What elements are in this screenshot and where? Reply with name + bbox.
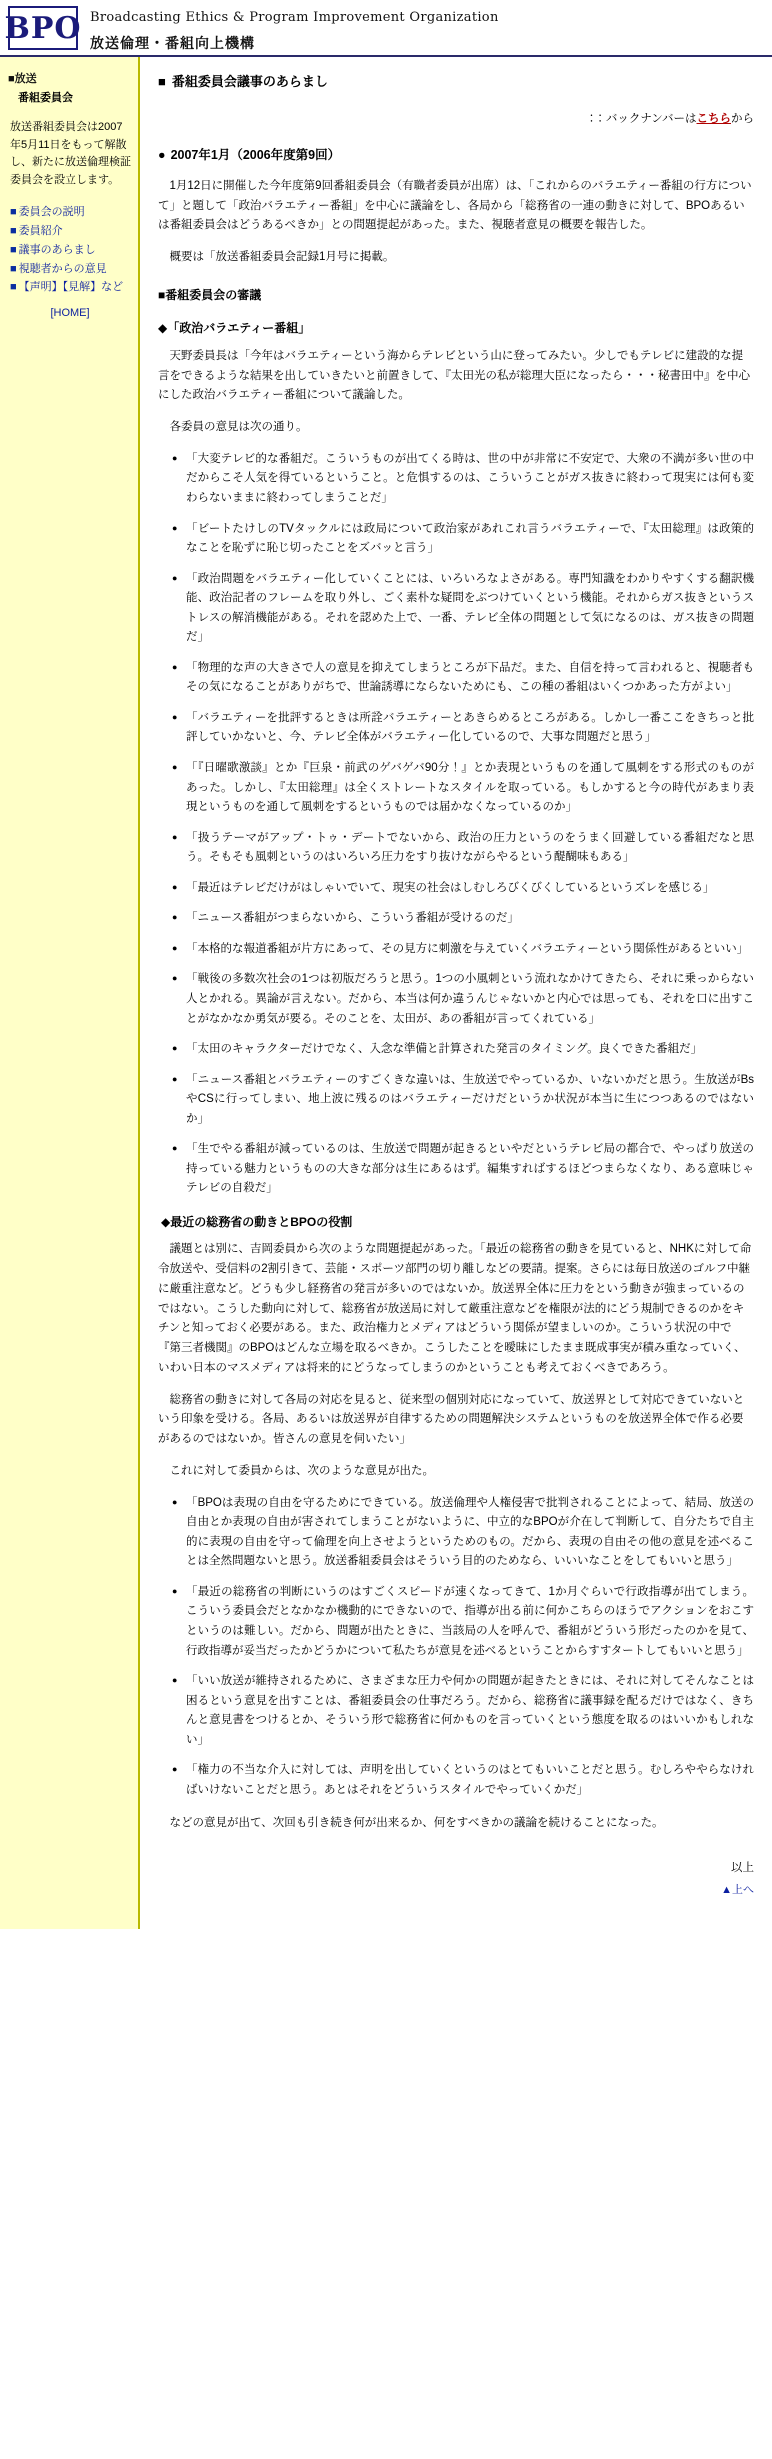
list-item: ● 「権力の不当な介入に対しては、声明を出していくというのはとてもいいことだと思う。むしろややらなければいけないことだと思う。あとはそれをどういうスタイルでやっていくかだ」 (172, 1761, 754, 1800)
bullet-icon: ■ (10, 225, 17, 238)
backnumber-line (158, 110, 754, 129)
bullet-icon: ■ (10, 262, 17, 275)
sidebar-item-committee-description[interactable] (10, 203, 132, 222)
intro-paragraph-2: 概要は「放送番組委員会記録1月号に掲載。 (169, 251, 395, 264)
list-item: ● 「政治問題をバラエティー化していくことには、いろいろなよさがある。専門知識をわかりやすくする翻訳機能、政治記者のフレームを取り外し、ごく素朴な疑問をぶつけていくという機能。それからガス抜きというストレスの解消機能がある。それを認めた上で、一番、テレビ全体の問題として気になるのは、ガス抜きの問題だ」 (172, 570, 754, 648)
sidebar-item-statements[interactable] (10, 278, 132, 297)
sidebar-item-label: 視聴者からの意見 (18, 262, 107, 275)
issue-heading (158, 145, 754, 165)
backnumber-suffix: から (731, 113, 754, 126)
sidebar-home-link-wrap (8, 305, 132, 322)
back-to-top-wrap (158, 1882, 754, 1900)
sidebar (0, 57, 140, 1929)
bullet-icon: ■ (10, 281, 17, 294)
back-to-top-link[interactable]: ▲上へ (721, 1883, 754, 1896)
backnumber-prefix: ：：バックナンバーは (588, 113, 697, 126)
closing-paragraph: などの意見が出て、次回も引き続き何が出来るか、何をすべきかの議論を続けることになった。 (169, 1817, 664, 1830)
sidebar-item-minutes-summary[interactable] (10, 241, 132, 260)
subsection-heading-text: ◆最近の総務省の動きとBPOの役割 (161, 1214, 353, 1229)
subsection-heading-mic-bpo-role (158, 1213, 754, 1232)
list-item: ● 「ニュース番組がつまらないから、こういう番組が受けるのだ」 (172, 909, 754, 929)
list-item: ● 「戦後の多数次社会の1つは初版だろうと思う。1つの小風刺という流れなかけてきたら、それに乗っからない人とかれる。異論が言えない。だから、本当は何か違うんじゃないかと内心では思っても、それを口に出すことがなかなか勇気が要る。そのことを、太田が、あの番組が言ってくれている」 (172, 970, 754, 1029)
body-wrapper (0, 57, 772, 1929)
sidebar-heading-line1: ■放送 (8, 73, 37, 85)
org-name-english: Broadcasting Ethics & Program Improvement Organization (90, 10, 499, 25)
subsection1-lead: 天野委員長は「今年はバラエティーという海からテレビという山に登ってみたい。少しでもテレビに建設的な提言をできるような結果を出していきたいと前置きして、『太田光の私が総理大臣になったら・・・秘書田中』を中心にした政治バラエティー番組について議論した。 (158, 349, 751, 402)
list-item: ● 「最近はテレビだけがはしゃいでいて、現実の社会はしむしろびくびくしているというズレを感じる」 (172, 879, 754, 899)
sidebar-item-label: 委員会の説明 (18, 206, 85, 219)
end-mark: 以上 (731, 1862, 754, 1875)
list-item: ● 「生でやる番組が減っているのは、生放送で問題が起きるといやだというテレビ局の都合で、やっぱり放送の持っている魅力というものの大きな部分は生にあるはず。編集すればするほどつまらなくなり、ある意味じゃテレビの自殺だ」 (172, 1140, 754, 1199)
list-item: ● 「大変テレビ的な番組だ。こういうものが出てくる時は、世の中が非常に不安定で、大衆の不満が多い世の中だからこそ人気を得ているということ。と危惧するのは、こういうことがガス抜きに終わって現実には何も変わらないままに終わってしまうことだ」 (172, 450, 754, 509)
list-item: ● 「最近の総務省の判断にいうのはすごくスピードが速くなってきて、1か月ぐらいで行政指導が出てしまう。こういう委員会だとなかなか機動的にできないので、指導が出る前に何かこちらのほうでアクションをおこすというのは難しい。だから、問題が出たときに、当該局の人を呼んで、番組がどういう形だったのかを見て、行政指導が妥当だったかどうかについて私たちが意見を述べるということからすすタートしてもいいと思う」 (172, 1583, 754, 1661)
intro-paragraph: 1月12日に開催した今年度第9回番組委員会（有職者委員が出席）は、「これからのバラエティー番組の行方について」と題して「政治バラエティー番組」を中心に議論をし、各局から「総務省の一連の動きに対して、BPOあるいは番組委員会はどうあるべきか」との問題提起があった。また、視聴者意見の概要を報告した。 (158, 179, 752, 232)
bpo-logo: BPO (8, 6, 78, 50)
square-bullet-icon: ■ (158, 74, 166, 89)
header-text-block (78, 6, 499, 53)
section-heading-committee-review: ■番組委員会の審議 (158, 287, 262, 302)
subsection1-lead-2: 各委員の意見は次の通り。 (169, 421, 308, 434)
list-item: ● 「扱うテーマがアップ・トゥ・デートでないから、政治の圧力というのをうまく回避している番組だなと思う。そもそも風刺というのはいろいろ圧力をすり抜けながらやるという醍醐味もある」 (172, 829, 754, 868)
sidebar-notice (10, 119, 132, 189)
sidebar-item-label: 【声明】【見解】など (18, 281, 124, 294)
sidebar-item-members[interactable] (10, 222, 132, 241)
main-content (140, 57, 772, 1929)
sidebar-link-list (10, 203, 132, 296)
site-header (0, 0, 772, 57)
subsection2-lead-3: これに対して委員からは、次のような意見が出た。 (169, 1464, 434, 1477)
list-item: ● 「バラエティーを批評するときは所詮バラエティーとあきらめるところがある。しかし一番ここをきちっと批評していかないと、今、テレビ全体がバラエティー化しているので、大事な問題だと思う」 (172, 709, 754, 748)
list-item: ● 「ニュース番組とバラエティーのすごくきな違いは、生放送でやっているか、いないかだと思う。生放送がBsやCSに行ってしまい、地上波に残るのはバラエティーだけだというか状況が本当に生につつあるのではないか」 (172, 1071, 754, 1130)
sidebar-item-label: 委員紹介 (18, 225, 63, 238)
page-title-text: 番組委員会議事のあらまし (171, 74, 328, 89)
list-item: ● 「いい放送が維持されるために、さまざまな圧力や何かの問題が起きたときには、それに対してそんなことは困るという意見を出すことは、番組委員会の仕事だろう。だから、総務省に議事録を配るだけではなく、きちんと意見書をつけるとか、そういう形で総務省に何かものを言っていくという態度を取るのはいいかもしれない」 (172, 1672, 754, 1750)
list-item: ● 「本格的な報道番組が片方にあって、その見方に刺激を与えていくバラエティーという関係性があるといい」 (172, 940, 754, 960)
sidebar-heading-line2: 番組委員会 (18, 92, 73, 105)
quote-list-political-variety (158, 450, 754, 1199)
sidebar-item-home[interactable]: [HOME] (50, 306, 90, 319)
quote-list-bpo-role (158, 1494, 754, 1801)
org-name-japanese: 放送倫理・番組向上機構 (90, 35, 255, 51)
issue-heading-text: 2007年1月（2006年度第9回） (170, 147, 341, 162)
page-title (158, 71, 754, 92)
list-item: ● 「ビートたけしのTVタックルには政局について政治家があれこれ言うバラエティーで、『太田総理』は政策的なことを恥ずに恥じ切ったことをズバッと言う」 (172, 520, 754, 559)
subsection-heading-political-variety: ◆「政治バラエティー番組」 (158, 321, 311, 336)
subsection2-lead-2: 総務省の動きに対して各局の対応を見ると、従来型の個別対応になっていて、放送界として対応できていないという印象を受ける。各局、あるいは放送界が自律するための問題解決システムというものを放送界全体で作る必要があるのではないか。皆さんの意見を伺いたい」 (158, 1393, 745, 1446)
sidebar-notice-text: 放送番組委員会は2007年5月11日をもって解散し、新たに放送倫理検証委員会を設立します。 (10, 121, 131, 186)
list-item: ● 「『日曜歌激談』とか『巨泉・前武のゲバゲバ90分！』とか表現というものを通して風刺をする形式のものがあった。しかし、『太田総理』は全くストレートなスタイルを取っている。もしかすると今の時代があまり表現というものを通して風刺をするというものでは届かなくなっているのか」 (172, 759, 754, 818)
list-item: ● 「物理的な声の大きさで人の意見を抑えてしまうところが下品だ。また、自信を持って言われると、視聴者もその気になることがありがちで、世論誘導にならないためにも、この種の番組はいくつかあった方がよい」 (172, 659, 754, 698)
bullet-icon: ■ (10, 243, 17, 256)
sidebar-item-viewer-opinions[interactable] (10, 260, 132, 279)
subsection2-lead: 議題とは別に、吉岡委員から次のような問題提起があった。「最近の総務省の動きを見ていると、NHKに対して命令放送や、受信料の2割引きて、芸能・スポーツ部門の切り離しなどの要請。提案。さらには毎日放送のゴルフ中継に厳重注意など。どうも少し経務省の発言が多いのではないか。放送界全体に圧力をという動きが強まっているのではない。こうした動向に対して、総務省が放送局に対して厳重注意などを権限が法的にどう規制できるのかをキチンと知っておく必要がある。また、政治権力とメディアはどういう関係が望ましいのか。こういう状況の中で『第三者機関』のBPOはどんな立場を取るべきか。こうしたことを曖昧にしたまま既成事実が積み重なっていく、いわい日本のマスメディアは将来的にどうなってしまうのかということも考えておくべきであろう。 (158, 1243, 752, 1374)
bullet-icon: ■ (10, 206, 17, 219)
list-item: ● 「BPOは表現の自由を守るためにできている。放送倫理や人権侵害で批判されることによって、結局、放送の自由とか表現の自由が害されてしまうことがないように、中立的なBPOが介在して判断して、自分たちで自主的に表現の自由を守って倫理を向上させようというためのもの。だから、表現の自由その他の意見を述べることは全然問題ないと思う。放送番組委員会はそういう目的のためなら、いいいなことをしてもいいと思う」 (172, 1494, 754, 1572)
circle-bullet-icon: ● (158, 147, 166, 162)
list-item: ● 「太田のキャラクターだけでなく、入念な準備と計算された発言のタイミング。良くできた番組だ」 (172, 1040, 754, 1060)
sidebar-item-label: 議事のあらまし (18, 243, 96, 256)
backnumber-link[interactable]: こちら (696, 113, 731, 126)
